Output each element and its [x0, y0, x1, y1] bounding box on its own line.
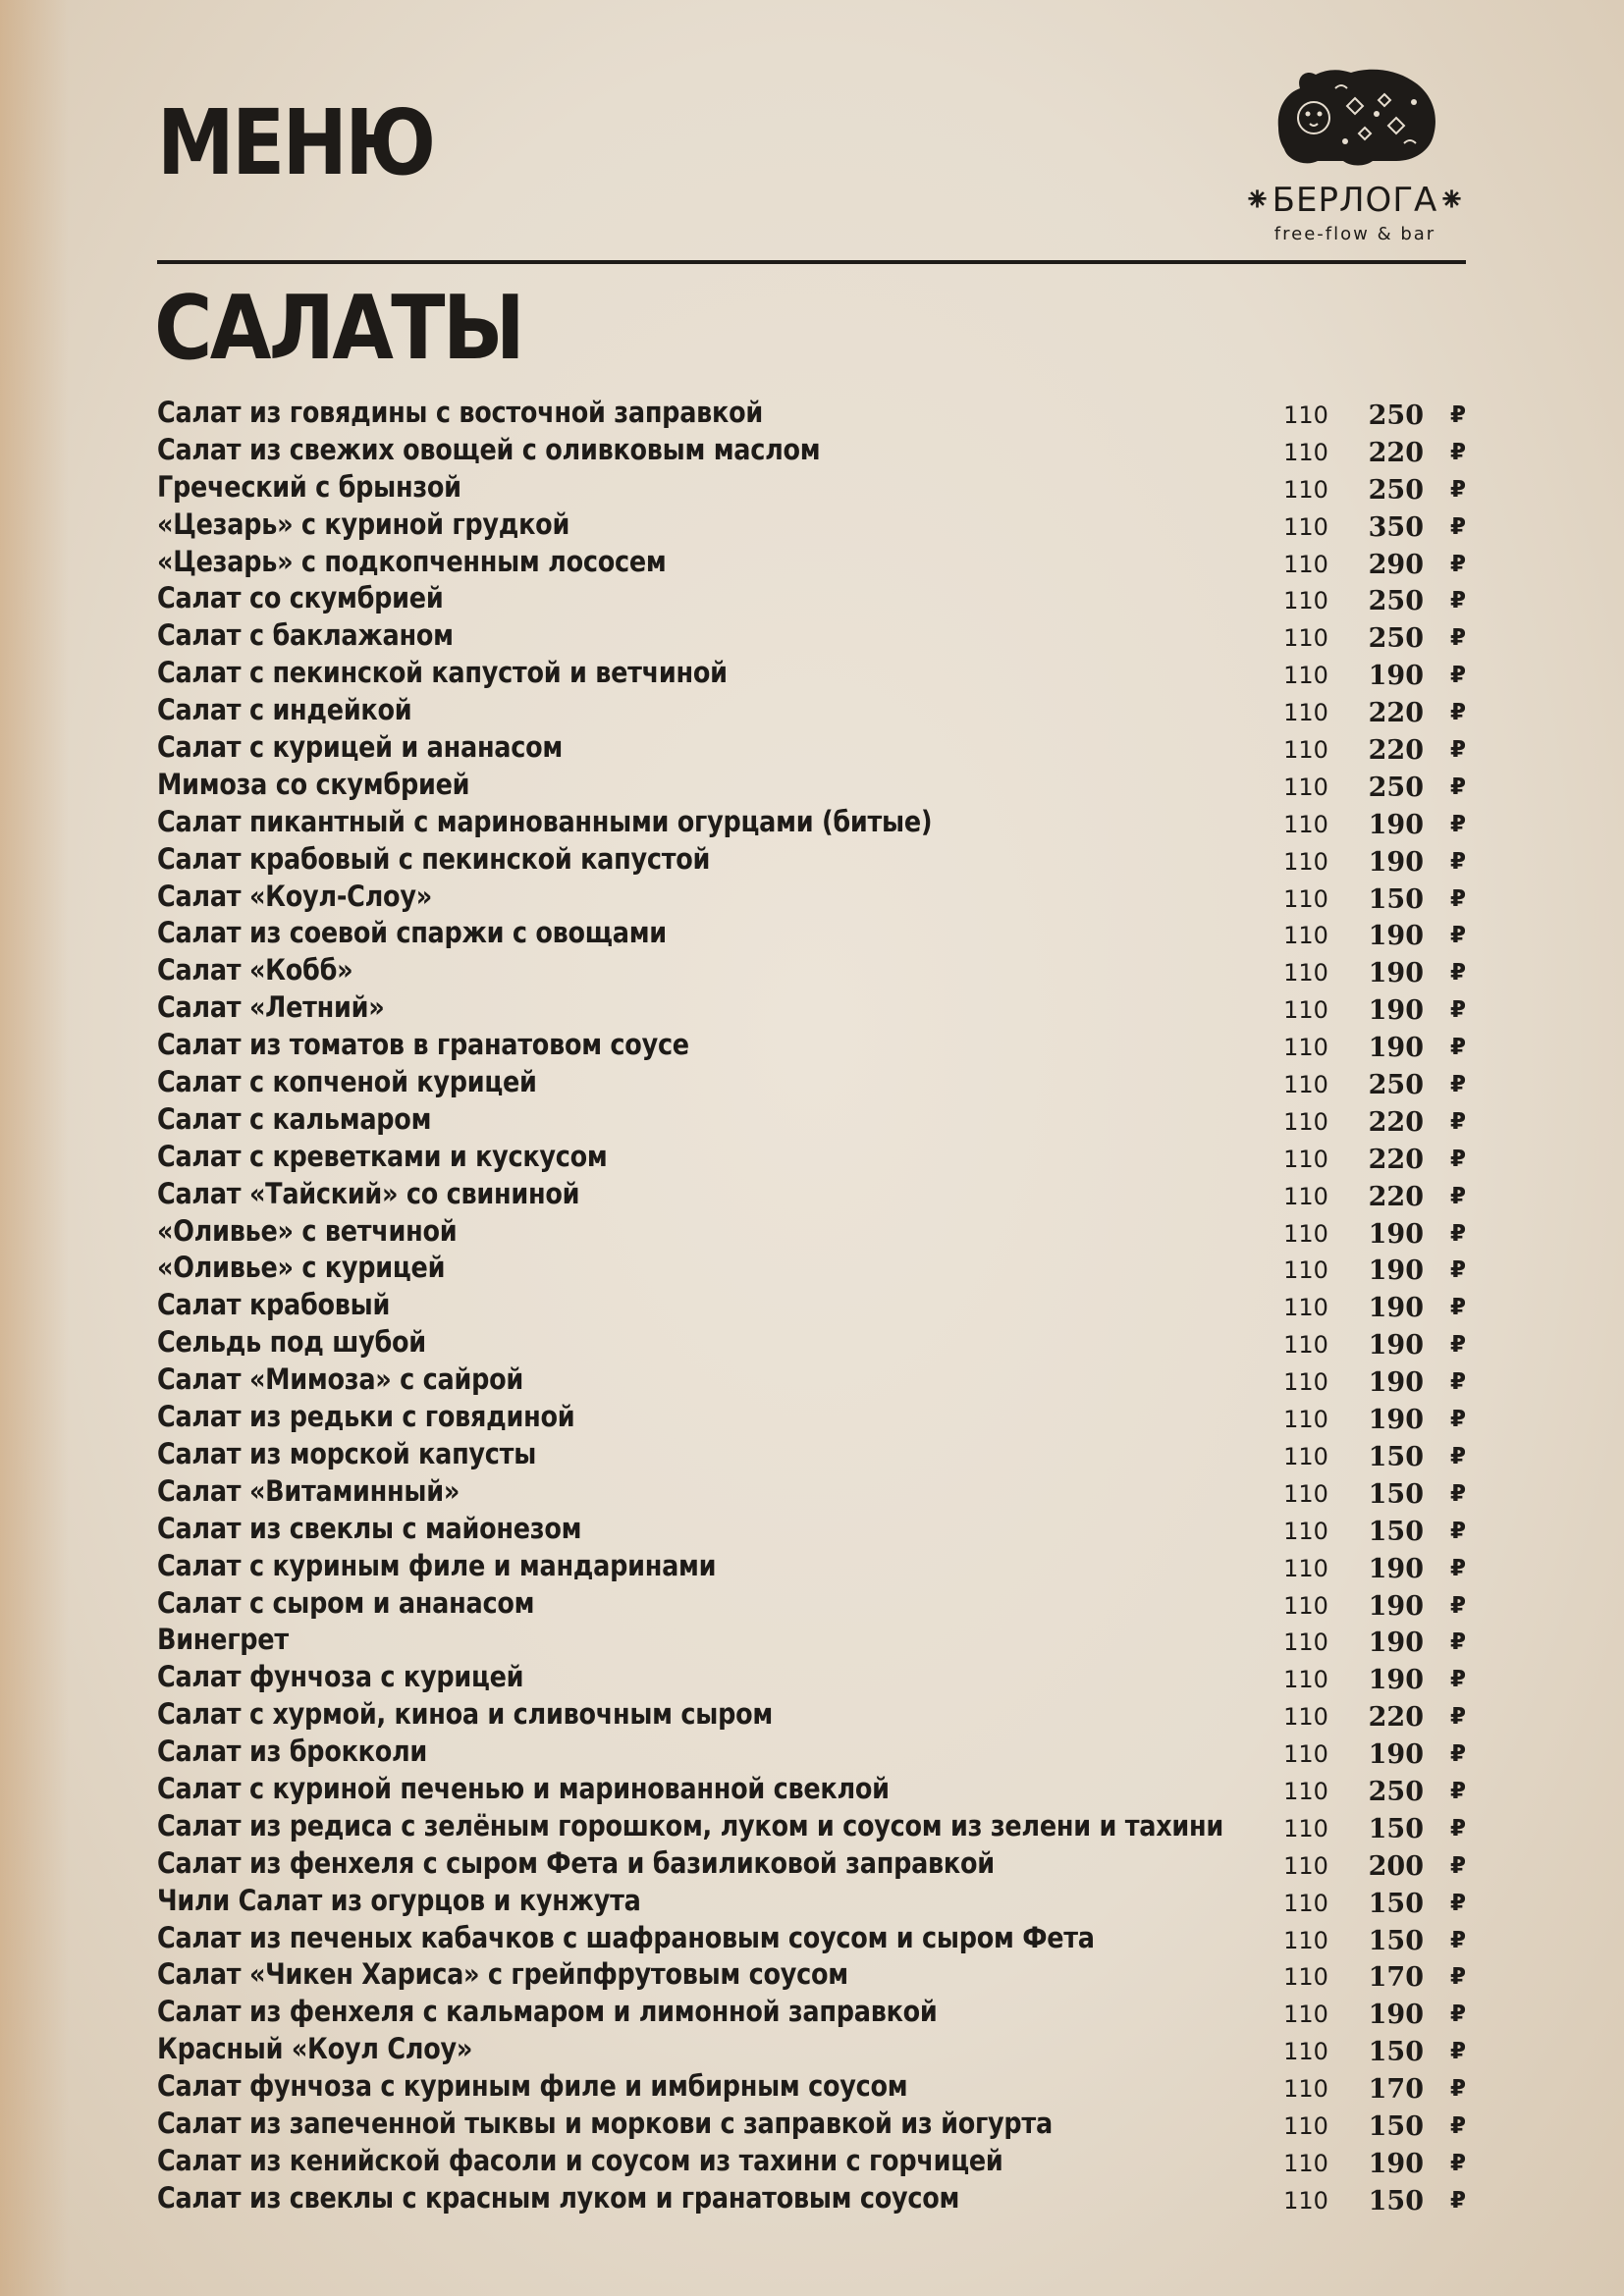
- menu-item-name: Салат с индейкой: [157, 693, 412, 727]
- menu-item-name: Винегрет: [157, 1623, 289, 1657]
- ruble-sign: ₽: [1449, 1072, 1466, 1098]
- menu-item-price: 350: [1368, 511, 1424, 543]
- menu-item-name: Салат из брокколи: [157, 1735, 428, 1769]
- menu-item-name: Салат из свежих овощей с оливковым маслом: [157, 432, 821, 466]
- menu-item-price: 190: [1368, 1218, 1424, 1250]
- menu-item-name: Салат из фенхеля с кальмаром и лимонной заправкой: [157, 1995, 938, 2029]
- menu-item: [157, 507, 1473, 544]
- menu-item-price: 220: [1368, 437, 1424, 468]
- menu-item-name: Салат с хурмой, киноа и сливочным сыром: [157, 1697, 773, 1732]
- menu-item-weight: 110: [1283, 624, 1328, 653]
- menu-item-price: 250: [1368, 772, 1424, 803]
- ruble-sign: ₽: [1449, 2039, 1466, 2065]
- menu-item-price: 220: [1368, 1106, 1424, 1138]
- menu-item-weight: 110: [1283, 1331, 1328, 1360]
- menu-item-price: 190: [1368, 846, 1424, 878]
- menu-item-list: [157, 395, 1473, 2217]
- menu-item-price: 190: [1368, 1405, 1424, 1436]
- ruble-sign: ₽: [1449, 1629, 1466, 1656]
- ruble-sign: ₽: [1449, 1369, 1466, 1396]
- menu-item-name: Салат с куриной печенью и маринованной свеклой: [157, 1771, 890, 1805]
- menu-item-weight: 110: [1283, 1554, 1328, 1582]
- menu-item-name: Салат с креветками и кускусом: [157, 1139, 608, 1173]
- menu-item-name: Салат «Тайский» со свининой: [157, 1176, 580, 1210]
- menu-item: [157, 617, 1473, 655]
- menu-item-name: Салат из свеклы с майонезом: [157, 1511, 582, 1545]
- menu-item-weight: 110: [1283, 1777, 1328, 1805]
- ruble-sign: ₽: [1449, 1108, 1466, 1135]
- brand-name: ⁕БЕРЛОГА⁕: [1243, 181, 1467, 220]
- menu-item: [157, 432, 1473, 469]
- menu-item-weight: 110: [1283, 1851, 1328, 1880]
- menu-item-weight: 110: [1283, 736, 1328, 765]
- menu-item: [157, 989, 1473, 1027]
- menu-item-name: Салат «Летний»: [157, 990, 385, 1025]
- menu-item-price: 250: [1368, 586, 1424, 617]
- menu-item-price: 150: [1368, 1813, 1424, 1844]
- menu-item: [157, 952, 1473, 989]
- menu-item-name: Мимоза со скумбрией: [157, 767, 470, 801]
- menu-item-weight: 110: [1283, 1479, 1328, 1508]
- menu-item: [157, 1101, 1473, 1139]
- menu-item: [157, 1399, 1473, 1436]
- ruble-sign: ₽: [1449, 923, 1466, 949]
- menu-item-weight: 110: [1283, 2075, 1328, 2104]
- menu-item: [157, 1883, 1473, 1920]
- menu-item-price: 220: [1368, 1144, 1424, 1175]
- menu-item-price: 150: [1368, 2110, 1424, 2142]
- menu-item-name: Салат «Мимоза» с сайрой: [157, 1362, 523, 1397]
- menu-item-name: Салат фунчоза с куриным филе и имбирным соусом: [157, 2069, 908, 2104]
- brand-tagline: free-flow & bar: [1273, 224, 1436, 244]
- menu-item: [157, 1511, 1473, 1548]
- menu-item-weight: 110: [1283, 884, 1328, 913]
- menu-item-name: Салат из томатов в гранатовом соусе: [157, 1028, 689, 1062]
- menu-item-price: 190: [1368, 1033, 1424, 1064]
- menu-item-weight: 110: [1283, 1182, 1328, 1210]
- ruble-sign: ₽: [1449, 1518, 1466, 1544]
- menu-item-weight: 110: [1283, 2111, 1328, 2140]
- ruble-sign: ₽: [1449, 1443, 1466, 1469]
- ruble-sign: ₽: [1449, 1704, 1466, 1731]
- menu-item-price: 190: [1368, 809, 1424, 840]
- menu-item: [157, 1585, 1473, 1623]
- menu-item: [157, 1994, 1473, 2031]
- menu-item-weight: 110: [1283, 699, 1328, 727]
- menu-item-weight: 110: [1283, 1145, 1328, 1173]
- menu-item-name: «Цезарь» с куриной грудкой: [157, 507, 570, 541]
- ruble-sign: ₽: [1449, 1964, 1466, 1991]
- menu-item-name: Салат «Кобб»: [157, 953, 353, 988]
- menu-item-price: 190: [1368, 1739, 1424, 1771]
- menu-item-weight: 110: [1283, 1219, 1328, 1248]
- menu-item: [157, 580, 1473, 617]
- menu-item: [157, 1956, 1473, 1994]
- menu-item-weight: 110: [1283, 1814, 1328, 1842]
- menu-item-weight: 110: [1283, 1071, 1328, 1099]
- menu-item-name: «Оливье» с ветчиной: [157, 1213, 458, 1248]
- menu-item-weight: 110: [1283, 773, 1328, 801]
- menu-item-weight: 110: [1283, 1256, 1328, 1285]
- menu-item-weight: 110: [1283, 996, 1328, 1025]
- ruble-sign: ₽: [1449, 439, 1466, 465]
- menu-item-price: 200: [1368, 1850, 1424, 1882]
- menu-item-weight: 110: [1283, 1107, 1328, 1136]
- menu-item-weight: 110: [1283, 2186, 1328, 2215]
- ruble-sign: ₽: [1449, 663, 1466, 689]
- menu-item-price: 220: [1368, 1181, 1424, 1212]
- menu-item-weight: 110: [1283, 810, 1328, 838]
- menu-item-name: «Оливье» с курицей: [157, 1251, 446, 1285]
- menu-item-name: Чили Салат из огурцов и кунжута: [157, 1883, 641, 1917]
- menu-item: [157, 1473, 1473, 1511]
- ruble-sign: ₽: [1449, 2112, 1466, 2139]
- menu-item: [157, 1696, 1473, 1734]
- menu-item-weight: 110: [1283, 1926, 1328, 1954]
- menu-item: [157, 2031, 1473, 2068]
- menu-item: [157, 1659, 1473, 1696]
- menu-item-price: 190: [1368, 995, 1424, 1027]
- menu-item-name: Салат с копченой курицей: [157, 1065, 537, 1099]
- menu-item-name: Сельдь под шубой: [157, 1325, 426, 1360]
- ruble-sign: ₽: [1449, 1592, 1466, 1619]
- menu-item-weight: 110: [1283, 959, 1328, 988]
- ruble-sign: ₽: [1449, 2187, 1466, 2214]
- menu-item-price: 190: [1368, 1553, 1424, 1584]
- menu-item-price: 150: [1368, 1925, 1424, 1956]
- menu-item-price: 220: [1368, 735, 1424, 767]
- menu-item-weight: 110: [1283, 1703, 1328, 1732]
- menu-item-price: 190: [1368, 1367, 1424, 1399]
- menu-item: [157, 729, 1473, 767]
- ruble-sign: ₽: [1449, 997, 1466, 1024]
- ruble-sign: ₽: [1449, 774, 1466, 800]
- ruble-sign: ₽: [1449, 476, 1466, 503]
- menu-item-price: 220: [1368, 698, 1424, 729]
- menu-item: [157, 1771, 1473, 1808]
- menu-item: [157, 1213, 1473, 1251]
- menu-item: [157, 915, 1473, 952]
- menu-item-price: 190: [1368, 2148, 1424, 2179]
- menu-item-weight: 110: [1283, 1406, 1328, 1434]
- menu-item-price: 170: [1368, 1962, 1424, 1994]
- ruble-sign: ₽: [1449, 2150, 1466, 2176]
- menu-item-price: 150: [1368, 2037, 1424, 2068]
- menu-item: [157, 1027, 1473, 1064]
- menu-item-name: Салат из печеных кабачков с шафрановым соусом и сыром Фета: [157, 1920, 1095, 1954]
- menu-item: [157, 841, 1473, 879]
- ruble-sign: ₽: [1449, 1407, 1466, 1433]
- menu-item: [157, 1250, 1473, 1287]
- menu-item-weight: 110: [1283, 2149, 1328, 2177]
- menu-item: [157, 1548, 1473, 1585]
- menu-item-weight: 110: [1283, 2001, 1328, 2029]
- menu-item-weight: 110: [1283, 1963, 1328, 1992]
- ruble-sign: ₽: [1449, 1257, 1466, 1284]
- menu-item-weight: 110: [1283, 587, 1328, 615]
- ruble-sign: ₽: [1449, 402, 1466, 428]
- ruble-sign: ₽: [1449, 737, 1466, 764]
- ruble-sign: ₽: [1449, 848, 1466, 875]
- menu-item-name: Салат из свеклы с красным луком и гранатовым соусом: [157, 2180, 960, 2215]
- menu-item-weight: 110: [1283, 1517, 1328, 1545]
- menu-item-price: 190: [1368, 2000, 1424, 2031]
- menu-item-weight: 110: [1283, 1034, 1328, 1062]
- menu-item-price: 190: [1368, 1255, 1424, 1287]
- menu-item: [157, 1362, 1473, 1399]
- menu-item-price: 150: [1368, 1441, 1424, 1472]
- ruble-sign: ₽: [1449, 2076, 1466, 2103]
- menu-item-weight: 110: [1283, 475, 1328, 504]
- menu-item-price: 170: [1368, 2074, 1424, 2106]
- menu-item-weight: 110: [1283, 1442, 1328, 1470]
- menu-item: [157, 655, 1473, 692]
- menu-item-weight: 110: [1283, 1591, 1328, 1620]
- menu-item-weight: 110: [1283, 2038, 1328, 2066]
- menu-item-price: 190: [1368, 921, 1424, 952]
- menu-item-name: Салат крабовый: [157, 1288, 391, 1322]
- menu-item-price: 190: [1368, 1330, 1424, 1362]
- menu-item-weight: 110: [1283, 1740, 1328, 1769]
- header-divider: [157, 260, 1466, 264]
- menu-item-price: 190: [1368, 1293, 1424, 1324]
- menu-item-price: 190: [1368, 1628, 1424, 1659]
- menu-item-weight: 110: [1283, 1629, 1328, 1657]
- ruble-sign: ₽: [1449, 2002, 1466, 2028]
- ruble-sign: ₽: [1449, 588, 1466, 614]
- menu-item-price: 150: [1368, 883, 1424, 915]
- ruble-sign: ₽: [1449, 1332, 1466, 1359]
- ruble-sign: ₽: [1449, 960, 1466, 987]
- bear-logo-icon: [1267, 59, 1443, 177]
- ruble-sign: ₽: [1449, 1815, 1466, 1842]
- menu-item-name: Красный «Коул Слоу»: [157, 2032, 473, 2066]
- menu-item-price: 250: [1368, 1776, 1424, 1807]
- menu-item-weight: 110: [1283, 847, 1328, 876]
- menu-item-weight: 110: [1283, 1368, 1328, 1397]
- menu-item-name: Салат с куриным филе и мандаринами: [157, 1548, 717, 1582]
- menu-item-weight: 110: [1283, 401, 1328, 429]
- menu-item: [157, 544, 1473, 581]
- menu-item-price: 290: [1368, 549, 1424, 580]
- menu-item-price: 220: [1368, 1702, 1424, 1734]
- menu-item-weight: 110: [1283, 922, 1328, 950]
- menu-item: [157, 1139, 1473, 1176]
- menu-item-name: Салат из морской капусты: [157, 1436, 537, 1470]
- ruble-sign: ₽: [1449, 1146, 1466, 1172]
- ruble-sign: ₽: [1449, 513, 1466, 540]
- menu-item-price: 190: [1368, 1665, 1424, 1696]
- menu-item-price: 190: [1368, 1590, 1424, 1622]
- menu-item-price: 250: [1368, 474, 1424, 506]
- ruble-sign: ₽: [1449, 885, 1466, 912]
- menu-item-name: Салат из редьки с говядиной: [157, 1400, 575, 1434]
- ruble-sign: ₽: [1449, 1183, 1466, 1209]
- menu-item-name: Салат с кальмаром: [157, 1101, 432, 1136]
- menu-item-name: Греческий с брынзой: [157, 469, 461, 504]
- menu-item-price: 190: [1368, 958, 1424, 989]
- menu-item-name: Салат «Витаминный»: [157, 1473, 460, 1508]
- menu-item-price: 190: [1368, 661, 1424, 692]
- menu-item-name: Салат с баклажаном: [157, 618, 454, 653]
- menu-item-weight: 110: [1283, 1294, 1328, 1322]
- menu-item-name: Салат из фенхеля с сыром Фета и базиликовой заправкой: [157, 1845, 995, 1880]
- menu-item: [157, 2180, 1473, 2217]
- ruble-sign: ₽: [1449, 625, 1466, 652]
- menu-item-name: Салат фунчоза с курицей: [157, 1660, 524, 1694]
- ruble-sign: ₽: [1449, 811, 1466, 837]
- ruble-sign: ₽: [1449, 1295, 1466, 1321]
- menu-item-name: Салат из соевой спаржи с овощами: [157, 916, 667, 950]
- menu-item-price: 150: [1368, 1888, 1424, 1919]
- section-title: САЛАТЫ: [154, 277, 523, 380]
- ruble-sign: ₽: [1449, 1035, 1466, 1061]
- menu-item: [157, 1845, 1473, 1883]
- menu-item-weight: 110: [1283, 550, 1328, 578]
- menu-item: [157, 1808, 1473, 1845]
- menu-item-weight: 110: [1283, 662, 1328, 690]
- menu-item-weight: 110: [1283, 512, 1328, 541]
- menu-item-name: Салат «Чикен Хариса» с грейпфрутовым соусом: [157, 1957, 848, 1992]
- menu-item-name: Салат с сыром и ананасом: [157, 1585, 535, 1620]
- menu-item: [157, 1324, 1473, 1362]
- ruble-sign: ₽: [1449, 1555, 1466, 1581]
- ruble-sign: ₽: [1449, 1220, 1466, 1247]
- menu-item: [157, 1622, 1473, 1659]
- menu-item-name: Салат из запеченной тыквы и моркови с заправкой из йогурта: [157, 2106, 1053, 2140]
- menu-item: [157, 2143, 1473, 2180]
- menu-item: [157, 395, 1473, 432]
- menu-item-name: Салат «Коул-Слоу»: [157, 879, 432, 913]
- menu-item-price: 250: [1368, 1070, 1424, 1101]
- ruble-sign: ₽: [1449, 1852, 1466, 1879]
- menu-item-price: 250: [1368, 400, 1424, 431]
- menu-item: [157, 1176, 1473, 1213]
- menu-item-name: Салат пикантный с маринованными огурцами (битые): [157, 804, 933, 838]
- ruble-sign: ₽: [1449, 551, 1466, 577]
- menu-item-name: Салат из редиса с зелёным горошком, луком и соусом из зелени и тахини: [157, 1808, 1224, 1842]
- menu-item-weight: 110: [1283, 438, 1328, 466]
- menu-item-name: Салат с пекинской капустой и ветчиной: [157, 656, 728, 690]
- menu-item: [157, 1064, 1473, 1101]
- menu-item-weight: 110: [1283, 1666, 1328, 1694]
- menu-item: [157, 469, 1473, 507]
- ruble-sign: ₽: [1449, 1741, 1466, 1768]
- ruble-sign: ₽: [1449, 1667, 1466, 1693]
- menu-item: [157, 1287, 1473, 1324]
- ruble-sign: ₽: [1449, 1778, 1466, 1804]
- menu-item: [157, 1920, 1473, 1957]
- menu-item-price: 150: [1368, 2185, 1424, 2216]
- menu-item: [157, 767, 1473, 804]
- menu-item-name: Салат с курицей и ананасом: [157, 730, 564, 765]
- menu-item-name: Салат из кенийской фасоли и соусом из тахини с горчицей: [157, 2143, 1003, 2177]
- paper-edge-shading: [0, 0, 69, 2296]
- brand-logo: [1237, 59, 1473, 250]
- menu-item: [157, 804, 1473, 841]
- menu-item-name: Салат крабовый с пекинской капустой: [157, 841, 711, 876]
- menu-item-name: «Цезарь» с подкопченным лососем: [157, 544, 667, 578]
- menu-item: [157, 879, 1473, 916]
- menu-item-price: 150: [1368, 1478, 1424, 1510]
- ruble-sign: ₽: [1449, 700, 1466, 726]
- menu-item: [157, 692, 1473, 729]
- page-title: МЕНЮ: [157, 90, 434, 195]
- menu-item-price: 250: [1368, 623, 1424, 655]
- menu-item: [157, 1734, 1473, 1771]
- menu-item-weight: 110: [1283, 1889, 1328, 1917]
- menu-item-name: Салат со скумбрией: [157, 581, 444, 615]
- ruble-sign: ₽: [1449, 1927, 1466, 1953]
- ruble-sign: ₽: [1449, 1890, 1466, 1916]
- menu-item-price: 150: [1368, 1516, 1424, 1547]
- menu-item: [157, 2106, 1473, 2143]
- menu-item: [157, 1436, 1473, 1473]
- menu-item: [157, 2068, 1473, 2106]
- ruble-sign: ₽: [1449, 1480, 1466, 1507]
- menu-item-name: Салат из говядины с восточной заправкой: [157, 396, 763, 429]
